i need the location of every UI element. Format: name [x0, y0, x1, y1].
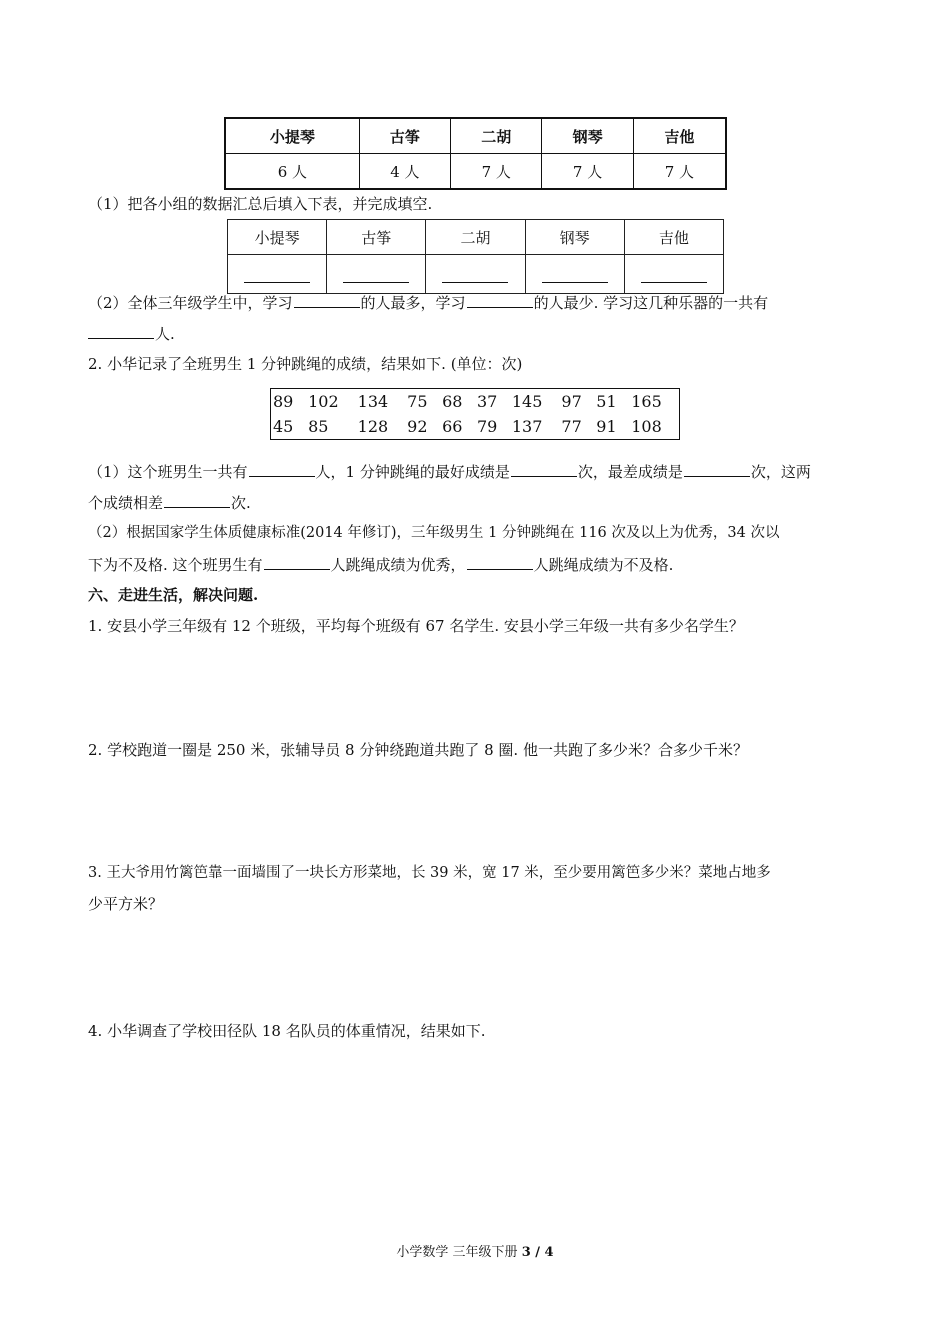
table-cell: 77 — [561, 417, 582, 436]
table-cell: 7 人 — [451, 154, 542, 190]
table-cell: 79 — [476, 417, 498, 436]
table-cell: 92 — [407, 417, 428, 436]
problem-1: 1. 安县小学三年级有 12 个班级，平均每个班级有 67 名学生. 安县小学三年级一共有多少名学生？ — [88, 617, 744, 635]
table-header-cell: 古筝 — [327, 220, 426, 255]
page-number: 3 / 4 — [521, 1245, 554, 1260]
table-cell: 75 — [407, 392, 428, 411]
table-header-cell: 钢琴 — [525, 220, 624, 255]
page-footer: 小学数学 三年级下册 3 / 4 — [396, 1245, 554, 1260]
answer-blank[interactable] — [264, 554, 330, 570]
answer-blank[interactable] — [426, 255, 525, 294]
table-cell: 165 — [631, 392, 662, 411]
answer-blank[interactable] — [624, 255, 723, 294]
answer-blank[interactable] — [511, 461, 577, 477]
answer-blank[interactable] — [249, 461, 315, 477]
table-cell: 91 — [596, 417, 617, 436]
table-cell: 108 — [631, 417, 662, 436]
answer-blank[interactable] — [467, 554, 533, 570]
table-cell: 51 — [596, 392, 617, 411]
question-2-2: （2）根据国家学生体质健康标准(2014 年修订)，三年级男生 1 分钟跳绳在 116 次及以上为优秀，34 次以 — [88, 525, 780, 541]
table-cell: 7 人 — [542, 154, 633, 190]
question-2-title: 2. 小华记录了全班男生 1 分钟跳绳的成绩，结果如下. (单位：次) — [88, 355, 523, 373]
table-header-cell: 钢琴 — [542, 118, 633, 154]
summary-table — [227, 219, 724, 294]
answer-blank[interactable] — [88, 323, 154, 339]
answer-blank[interactable] — [467, 292, 533, 308]
table-cell: 128 — [357, 417, 389, 436]
table-cell: 37 — [476, 392, 498, 411]
table-cell: 6 人 — [225, 154, 359, 190]
answer-blank[interactable] — [327, 255, 426, 294]
question-2-2-cont: 下为不及格. 这个班男生有 人跳绳成绩为优秀， 人跳绳成绩为不及格. — [88, 556, 674, 574]
table-cell: 7 人 — [633, 154, 726, 190]
answer-blank[interactable] — [228, 255, 327, 294]
table-header-cell: 小提琴 — [228, 220, 327, 255]
table-cell: 89 — [273, 392, 294, 411]
question-2-1-cont: 个成绩相差 次. — [88, 494, 251, 512]
table-header-cell: 吉他 — [624, 220, 723, 255]
table-cell: 45 — [273, 417, 294, 436]
table-header-cell: 吉他 — [633, 118, 726, 154]
question-1-2-cont: 人. — [88, 323, 175, 344]
table-header-cell: 二胡 — [426, 220, 525, 255]
table-cell: 102 — [308, 392, 339, 411]
section-heading: 六、走进生活，解决问题. — [88, 586, 259, 604]
instrument-group-table — [224, 117, 727, 190]
table-cell: 4 人 — [359, 154, 450, 190]
jump-rope-data-table — [270, 388, 680, 440]
table-cell: 137 — [511, 417, 543, 436]
table-header-cell: 小提琴 — [225, 118, 359, 154]
table-header-cell: 古筝 — [359, 118, 450, 154]
answer-blank[interactable] — [294, 292, 360, 308]
table-cell: 145 — [511, 392, 543, 411]
table-cell: 85 — [308, 417, 329, 436]
question-2-1: （1）这个班男生一共有 人，1 分钟跳绳的最好成绩是 次，最差成绩是 次，这两 — [88, 463, 811, 481]
question-1-1: （1）把各小组的数据汇总后填入下表，并完成填空. — [88, 195, 433, 213]
problem-2: 2. 学校跑道一圈是 250 米，张辅导员 8 分钟绕跑道共跑了 8 圈. 他一共跑了多少米？合多少千米？ — [88, 741, 748, 759]
answer-blank[interactable] — [684, 461, 750, 477]
question-1-2: （2）全体三年级学生中，学习 的人最多，学习 的人最少. 学习这几种乐器的一共有 — [88, 294, 769, 312]
table-header-cell: 二胡 — [451, 118, 542, 154]
problem-4: 4. 小华调查了学校田径队 18 名队员的体重情况，结果如下. — [88, 1022, 486, 1040]
table-cell: 97 — [561, 392, 582, 411]
answer-blank[interactable] — [164, 492, 230, 508]
table-cell: 134 — [357, 392, 389, 411]
table-cell: 66 — [442, 417, 463, 436]
answer-blank[interactable] — [525, 255, 624, 294]
problem-3-cont: 少平方米？ — [88, 895, 164, 913]
table-cell: 68 — [442, 392, 463, 411]
problem-3: 3. 王大爷用竹篱笆靠一面墙围了一块长方形菜地，长 39 米，宽 17 米，至少要用篱笆多少米？菜地占地多 — [88, 865, 771, 881]
